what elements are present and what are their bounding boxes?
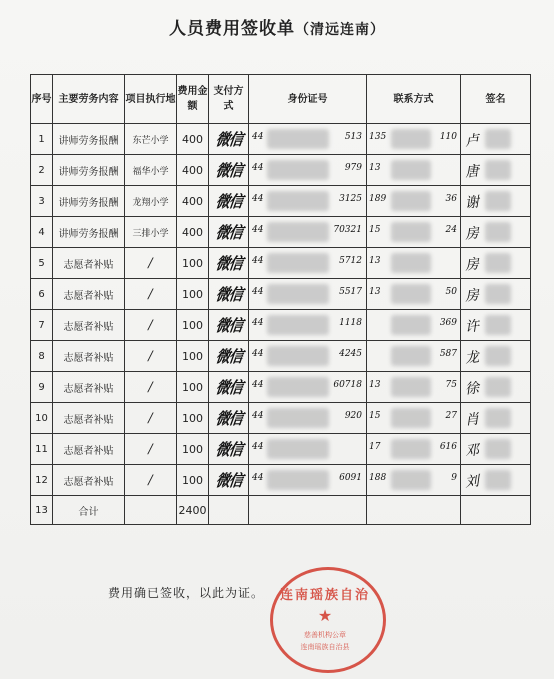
id-prefix: 44 — [252, 442, 264, 452]
cell-amount: 100 — [177, 434, 209, 465]
phone-suffix: 75 — [445, 380, 457, 390]
cell-id — [249, 403, 367, 434]
cell-pay — [209, 372, 249, 403]
redaction-blur — [485, 408, 511, 428]
official-seal — [270, 567, 386, 673]
cell-pay — [209, 434, 249, 465]
cell-id — [249, 341, 367, 372]
cell-no: 4 — [31, 217, 53, 248]
cell-phone — [367, 465, 461, 496]
table-row — [31, 217, 531, 248]
handwritten-pay: 微信 — [214, 409, 243, 429]
table-row — [31, 155, 531, 186]
redaction-blur — [267, 408, 329, 428]
cell-place: 龙翔小学 — [125, 186, 177, 217]
handwritten-pay: 微信 — [214, 285, 243, 305]
cell-amount: 100 — [177, 279, 209, 310]
id-suffix: 979 — [344, 163, 362, 173]
cell-id — [249, 465, 367, 496]
redaction-blur — [485, 470, 511, 490]
cell-no: 6 — [31, 279, 53, 310]
cell-sign — [461, 279, 531, 310]
footer-note: 费用确已签收，以此为证。 — [108, 586, 265, 600]
header-no: 序号 — [31, 75, 53, 124]
table-row — [31, 465, 531, 496]
cell-id — [249, 186, 367, 217]
id-prefix: 44 — [252, 287, 264, 297]
cell-amount: 400 — [177, 124, 209, 155]
cell-place: 东芒小学 — [125, 124, 177, 155]
cell-no: 5 — [31, 248, 53, 279]
id-suffix: 1118 — [339, 318, 362, 328]
id-prefix: 44 — [252, 132, 264, 142]
seal-bottom-text: 连南瑶族自治县 — [300, 643, 350, 651]
redaction-blur — [267, 284, 329, 304]
header-pay: 支付方式 — [209, 75, 249, 124]
cell-pay — [209, 465, 249, 496]
cell-phone — [367, 341, 461, 372]
handwritten-pay: 微信 — [214, 378, 243, 398]
id-prefix: 44 — [252, 256, 264, 266]
cell-amount: 100 — [177, 248, 209, 279]
id-prefix: 44 — [252, 380, 264, 390]
signature: 邓 — [464, 442, 480, 460]
cell-amount: 400 — [177, 186, 209, 217]
signature: 肖 — [464, 411, 480, 429]
cell-sign — [461, 341, 531, 372]
table-row — [31, 279, 531, 310]
signature: 房 — [464, 287, 480, 305]
table-row — [31, 186, 531, 217]
id-prefix: 44 — [252, 163, 264, 173]
redaction-blur — [267, 377, 329, 397]
cell-sign — [461, 434, 531, 465]
cell-item: 志愿者补贴 — [53, 372, 125, 403]
cell-no: 3 — [31, 186, 53, 217]
cell-place: / — [125, 248, 177, 279]
redaction-blur — [267, 191, 329, 211]
cell-item: 志愿者补贴 — [53, 310, 125, 341]
total-empty — [367, 496, 461, 525]
handwritten-pay: 微信 — [214, 471, 243, 491]
phone-prefix: 17 — [369, 442, 381, 452]
cell-phone — [367, 403, 461, 434]
cell-place: / — [125, 341, 177, 372]
cell-place: 福华小学 — [125, 155, 177, 186]
id-prefix: 44 — [252, 318, 264, 328]
cell-id — [249, 279, 367, 310]
redaction-blur — [485, 377, 511, 397]
header-amount: 费用金额 — [177, 75, 209, 124]
redaction-blur — [485, 129, 511, 149]
id-suffix: 70321 — [333, 225, 362, 235]
cell-place: / — [125, 434, 177, 465]
seal-mid-text: 慈善机构公章 — [304, 631, 346, 639]
id-prefix: 44 — [252, 473, 264, 483]
redaction-blur — [391, 191, 431, 211]
signature: 房 — [464, 225, 480, 243]
cell-item: 志愿者补贴 — [53, 341, 125, 372]
cell-item: 讲师劳务报酬 — [53, 124, 125, 155]
cell-sign — [461, 372, 531, 403]
table-row — [31, 372, 531, 403]
phone-suffix: 110 — [439, 132, 457, 142]
cell-amount: 100 — [177, 403, 209, 434]
redaction-blur — [391, 315, 431, 335]
cell-amount: 100 — [177, 465, 209, 496]
cell-sign — [461, 403, 531, 434]
redaction-blur — [391, 129, 431, 149]
cell-place: 三排小学 — [125, 217, 177, 248]
phone-suffix: 50 — [445, 287, 457, 297]
cell-sign — [461, 186, 531, 217]
cell-id — [249, 217, 367, 248]
signature: 徐 — [464, 380, 480, 398]
handwritten-pay: 微信 — [214, 161, 243, 181]
cell-place: / — [125, 279, 177, 310]
redaction-blur — [267, 346, 329, 366]
total-row — [31, 496, 531, 525]
cell-amount: 100 — [177, 310, 209, 341]
title-sub: （清远连南） — [295, 22, 385, 38]
handwritten-pay: 微信 — [214, 192, 243, 212]
total-empty — [125, 496, 177, 525]
id-prefix: 44 — [252, 194, 264, 204]
signature: 唐 — [464, 163, 480, 181]
cell-phone — [367, 124, 461, 155]
id-suffix: 920 — [344, 411, 362, 421]
redaction-blur — [391, 346, 431, 366]
cell-id — [249, 310, 367, 341]
phone-prefix: 135 — [369, 132, 387, 142]
phone-suffix: 36 — [445, 194, 457, 204]
cell-no: 11 — [31, 434, 53, 465]
id-suffix: 513 — [344, 132, 362, 142]
id-suffix: 4245 — [339, 349, 362, 359]
cell-amount: 100 — [177, 341, 209, 372]
total-no: 13 — [31, 496, 53, 525]
phone-suffix: 24 — [445, 225, 457, 235]
id-suffix: 5712 — [339, 256, 362, 266]
cell-sign — [461, 310, 531, 341]
redaction-blur — [485, 284, 511, 304]
cell-no: 7 — [31, 310, 53, 341]
redaction-blur — [485, 346, 511, 366]
phone-prefix: 15 — [369, 411, 381, 421]
redaction-blur — [391, 377, 431, 397]
cell-sign — [461, 465, 531, 496]
cell-item: 志愿者补贴 — [53, 279, 125, 310]
phone-suffix: 27 — [445, 411, 457, 421]
cell-sign — [461, 248, 531, 279]
handwritten-pay: 微信 — [214, 316, 243, 336]
cell-item: 志愿者补贴 — [53, 465, 125, 496]
header-phone: 联系方式 — [367, 75, 461, 124]
cell-phone — [367, 186, 461, 217]
cell-id — [249, 155, 367, 186]
table-row — [31, 341, 531, 372]
cell-pay — [209, 279, 249, 310]
redaction-blur — [485, 315, 511, 335]
redaction-blur — [267, 315, 329, 335]
phone-prefix: 189 — [369, 194, 387, 204]
cell-amount: 400 — [177, 155, 209, 186]
cell-pay — [209, 217, 249, 248]
table-row — [31, 124, 531, 155]
phone-suffix: 587 — [439, 349, 457, 359]
header-place: 项目执行地 — [125, 75, 177, 124]
redaction-blur — [267, 160, 329, 180]
signature: 刘 — [464, 473, 480, 491]
title-main: 人员费用签收单 — [169, 19, 295, 39]
cell-item: 志愿者补贴 — [53, 434, 125, 465]
header-sign: 签名 — [461, 75, 531, 124]
cell-id — [249, 124, 367, 155]
cell-sign — [461, 155, 531, 186]
redaction-blur — [391, 439, 431, 459]
id-prefix: 44 — [252, 225, 264, 235]
redaction-blur — [485, 439, 511, 459]
cell-pay — [209, 341, 249, 372]
signature: 龙 — [464, 349, 480, 367]
cell-pay — [209, 155, 249, 186]
cell-pay — [209, 186, 249, 217]
cell-item: 志愿者补贴 — [53, 248, 125, 279]
total-label: 合计 — [53, 496, 125, 525]
seal-top-text: 连南瑶族自治 — [279, 588, 370, 603]
total-empty — [209, 496, 249, 525]
fee-receipt-table — [30, 74, 531, 525]
cell-sign — [461, 124, 531, 155]
cell-pay — [209, 248, 249, 279]
id-suffix: 5517 — [339, 287, 362, 297]
cell-phone — [367, 217, 461, 248]
handwritten-pay: 微信 — [214, 440, 243, 460]
page-title — [0, 14, 554, 39]
phone-suffix: 9 — [451, 473, 457, 483]
cell-item: 讲师劳务报酬 — [53, 217, 125, 248]
table-row — [31, 310, 531, 341]
header-item: 主要劳务内容 — [53, 75, 125, 124]
cell-place: / — [125, 403, 177, 434]
cell-amount: 100 — [177, 372, 209, 403]
cell-item: 讲师劳务报酬 — [53, 186, 125, 217]
handwritten-pay: 微信 — [214, 254, 243, 274]
handwritten-pay: 微信 — [214, 130, 243, 150]
seal-star-icon: ★ — [317, 606, 333, 625]
phone-prefix: 15 — [369, 225, 381, 235]
redaction-blur — [267, 470, 329, 490]
table-row — [31, 248, 531, 279]
id-prefix: 44 — [252, 411, 264, 421]
redaction-blur — [485, 160, 511, 180]
cell-pay — [209, 403, 249, 434]
cell-phone — [367, 279, 461, 310]
redaction-blur — [391, 470, 431, 490]
phone-prefix: 13 — [369, 380, 381, 390]
cell-pay — [209, 310, 249, 341]
total-amount: 2400 — [177, 496, 209, 525]
phone-suffix: 616 — [439, 442, 457, 452]
redaction-blur — [391, 284, 431, 304]
phone-prefix: 13 — [369, 163, 381, 173]
signature: 卢 — [464, 132, 480, 150]
table-row — [31, 434, 531, 465]
id-suffix: 6091 — [339, 473, 362, 483]
redaction-blur — [391, 222, 431, 242]
redaction-blur — [391, 253, 431, 273]
cell-no: 12 — [31, 465, 53, 496]
total-empty — [461, 496, 531, 525]
cell-place: / — [125, 372, 177, 403]
table-row — [31, 403, 531, 434]
id-suffix: 60718 — [333, 380, 362, 390]
signature: 谢 — [464, 194, 480, 212]
cell-id — [249, 434, 367, 465]
total-empty — [249, 496, 367, 525]
redaction-blur — [485, 253, 511, 273]
phone-prefix: 188 — [369, 473, 387, 483]
cell-phone — [367, 372, 461, 403]
handwritten-pay: 微信 — [214, 347, 243, 367]
redaction-blur — [267, 222, 329, 242]
cell-phone — [367, 248, 461, 279]
table-header-row — [31, 75, 531, 124]
redaction-blur — [267, 439, 329, 459]
handwritten-pay: 微信 — [214, 223, 243, 243]
cell-no: 2 — [31, 155, 53, 186]
redaction-blur — [391, 160, 431, 180]
phone-prefix: 13 — [369, 256, 381, 266]
cell-amount: 400 — [177, 217, 209, 248]
signature: 房 — [464, 256, 480, 274]
cell-phone — [367, 155, 461, 186]
redaction-blur — [267, 129, 329, 149]
cell-place: / — [125, 465, 177, 496]
cell-sign — [461, 217, 531, 248]
redaction-blur — [267, 253, 329, 273]
id-prefix: 44 — [252, 349, 264, 359]
phone-suffix: 369 — [439, 318, 457, 328]
cell-place: / — [125, 310, 177, 341]
cell-no: 8 — [31, 341, 53, 372]
cell-no: 1 — [31, 124, 53, 155]
redaction-blur — [391, 408, 431, 428]
cell-pay — [209, 124, 249, 155]
redaction-blur — [485, 191, 511, 211]
phone-prefix: 13 — [369, 287, 381, 297]
header-id: 身份证号 — [249, 75, 367, 124]
cell-id — [249, 248, 367, 279]
cell-no: 9 — [31, 372, 53, 403]
cell-item: 讲师劳务报酬 — [53, 155, 125, 186]
cell-no: 10 — [31, 403, 53, 434]
cell-phone — [367, 310, 461, 341]
cell-id — [249, 372, 367, 403]
redaction-blur — [485, 222, 511, 242]
signature: 许 — [464, 318, 480, 336]
id-suffix: 3125 — [339, 194, 362, 204]
cell-item: 志愿者补贴 — [53, 403, 125, 434]
cell-phone — [367, 434, 461, 465]
